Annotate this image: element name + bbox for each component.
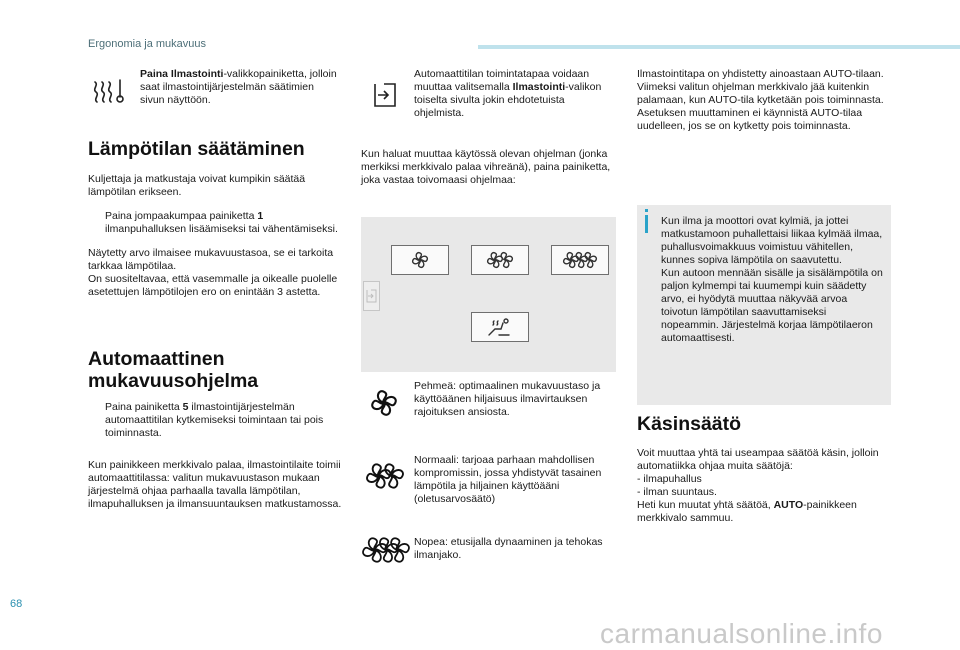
climate-menu-label: Paina Ilmastointi xyxy=(140,68,224,80)
temp-bullet: Paina jompaakumpaa painiketta 1 ilmanpuhalluksen lisäämiseksi tai vähentämiseksi. xyxy=(105,210,338,235)
section-header: Ergonomia ja mukavuus xyxy=(88,38,207,50)
fast-mode-button[interactable] xyxy=(551,245,609,275)
fan-three-icon xyxy=(561,250,599,270)
manual-text: Voit muuttaa yhtä tai useampaa säätöä käsin, jolloin automatiikka ohjaa muita säätöjä: - ilmapuhallus - ilman suuntaus. Heti kun muutat yhtä säätöä, AUTO-painikkeen merkkivalo sammuu. xyxy=(637,447,895,525)
soft-mode-button[interactable] xyxy=(391,245,449,275)
climate-screen-illustration xyxy=(361,217,616,372)
fan-two-icon xyxy=(366,460,404,497)
normal-description: Normaali: tarjoaa parhaan mahdollisen kompromissin, jossa yhdistyvät tasainen lämpötila ja hiljainen käyttöääni (oletusarvosäätö) xyxy=(414,454,602,505)
page-switch-icon xyxy=(372,82,398,113)
manual-list-item: - ilman suuntaus. xyxy=(637,486,717,498)
soft-description: Pehmeä: optimaalinen mukavuustaso ja käyttöäänen hiljaisuus ilmavirtauksen rajoituksen ansiosta. xyxy=(414,380,601,418)
menu-climate-icon xyxy=(92,78,126,109)
intro-paragraph: Paina Ilmastointi-valikkopainiketta, jolloin saat ilmastointijärjestelmän säätimien sivun näyttöön. xyxy=(140,68,337,106)
heading-manual: Käsinsäätö xyxy=(637,413,742,435)
fan-two-icon xyxy=(485,250,515,270)
heading-auto-comfort: Automaattinen mukavuusohjelma xyxy=(88,348,259,392)
info-text: Kun ilma ja moottori ovat kylmiä, ja jottei matkustamoon puhallettaisi liikaa kylmää ilmaa, puhallusvoimakkuus voimistuu vähitellen, kunnes sopiva lämpötila on saavutettu. Kun autoon mennään sisälle ja sisälämpötila on paljon kylmempi tai kuumempi kuin säädetty arvo, ei hyödytä muuttaa näkyvää arvoa toivotun lämpötilan saavuttamiseksi nopeammin. Järjestelmä korjaa lämpötilaeron automaattisesti. xyxy=(661,215,883,344)
seat-airflow-button[interactable] xyxy=(471,312,529,342)
change-program-paragraph: Kun haluat muuttaa käytössä olevan ohjelman (jonka merkiksi merkkivalo palaa vihreänä), paina painiketta, joka vastaa toivomaasi ohjelmaa: xyxy=(361,148,611,186)
fan-one-icon xyxy=(410,250,430,270)
fan-three-icon xyxy=(362,534,410,571)
auto-text: Paina painiketta 5 ilmastointijärjestelmän automaattitilan kytkemiseksi toimintaan tai pois toiminnasta. Kun painikkeen merkkivalo palaa, ilmastointilaite toimii automaattitilassa: valitun mukavuustason mukaan järjestelmä ohjaa parhaalla tavalla lämpötilan, ilmapuhalluksen ja ilmansuuntauksen matkustamossa. xyxy=(88,401,342,510)
header-rule xyxy=(478,45,960,49)
fan-one-icon xyxy=(368,387,400,424)
screen-side-button[interactable] xyxy=(363,281,380,311)
info-box xyxy=(637,205,891,405)
watermark: carmanualsonline.info xyxy=(600,618,883,649)
temperature-text: Kuljettaja ja matkustaja voivat kumpikin säätää lämpötilan erikseen. Paina jompaakumpaa painiketta 1 ilmanpuhalluksen lisäämiseksi tai vähentämiseksi. Näytetty arvo ilmaisee mukavuustasoa, se ei tarkoita tarkkaa lämpötilaa. On suositeltavaa, että vasemmalle ja oikealle puolelle asetettujen lämpötilojen ero on enintään 3 astetta. xyxy=(88,173,343,299)
fast-description: Nopea: etusijalla dynaaminen ja tehokas ilmanjako. xyxy=(414,536,603,561)
manual-list-item: - ilmapuhallus xyxy=(637,473,702,485)
heading-temperature: Lämpötilan säätäminen xyxy=(88,138,305,160)
page-number: 68 xyxy=(10,598,23,610)
mode-paragraph: Automaattitilan toimintatapaa voidaan muuttaa valitsemalla Ilmastointi-valikon toiselta sivulta jokin ehdotetuista ohjelmista. xyxy=(414,68,602,119)
info-icon xyxy=(645,215,648,233)
auto-mode-text: Ilmastointitapa on yhdistetty ainoastaan AUTO-tilaan. Viimeksi valitun ohjelman merkkivalo jää kuitenkin palamaan, kun AUTO-tila kytketään pois toiminnasta. Asetuksen muuttaminen ei käynnistä AUTO-tilaa uudelleen, jos se on kytketty pois toiminnasta. xyxy=(637,68,884,132)
normal-mode-button[interactable] xyxy=(471,245,529,275)
seat-airflow-icon xyxy=(485,317,515,339)
auto-bullet: Paina painiketta 5 ilmastointijärjestelmän automaattitilan kytkemiseksi toimintaan tai pois toiminnasta. xyxy=(105,401,324,439)
